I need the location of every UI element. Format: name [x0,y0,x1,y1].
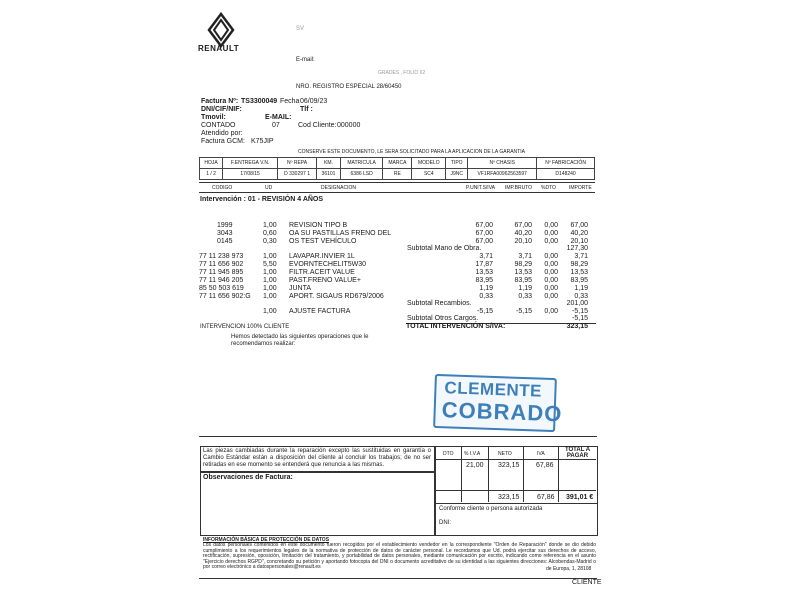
line-dto: 0,00 [544,293,558,300]
line-dto: 0,00 [544,308,558,315]
contado-label: CONTADO [201,122,236,129]
line-bruto: 1,19 [518,285,532,292]
observaciones-label: Observaciones de Factura: [203,474,293,481]
email-label: E-mail: [296,57,315,63]
line-importe: 83,95 [570,277,588,284]
line-ud: 1,00 [263,293,277,300]
line-ud: 0,30 [263,238,277,245]
factura-label: Factura Nº: [201,98,239,105]
address-fragment: GRADES , FOLIO 62 [378,70,426,76]
subtotal-recambios-value: 201,00 [566,300,588,307]
vehicle-cell: SC4 [412,169,446,180]
line-desc: OS TEST VEHÍCULO [289,238,357,245]
factura-number: TS3300049 [241,98,278,105]
col-ud: UD [265,185,273,191]
line-ud: 5,50 [263,261,277,268]
line-ud: 1,00 [263,253,277,260]
stamp-line2: COBRADO [441,397,563,427]
line-punit: 3,71 [479,253,493,260]
line-importe: 98,29 [570,261,588,268]
line-code: 77 11 238 973 [199,253,244,260]
line-desc: OA SU PASTILLAS FRENO DEL [289,230,392,237]
total-a-pagar: 391,01 € [566,494,594,501]
line-desc: APORT. SIGAUS RD679/2006 [289,293,384,300]
line-ud: 1,00 [263,285,277,292]
header-garbled: SV [296,26,305,32]
subtotal-recambios-label: Subtotal Recambios. [407,300,472,307]
line-punit: 67,00 [475,222,493,229]
vehicle-header-cell: Nº CHASIS [468,158,537,169]
stamp-line1: CLEMENTE [444,378,543,401]
conforme-label: Conforme cliente o persona autorizada [439,506,543,512]
line-punit: -5,15 [477,308,493,315]
neto-value: 323,15 [498,462,520,469]
tlf-label: Tlf : [300,106,313,113]
line-dto: 0,00 [544,222,558,229]
line-punit: 17,87 [475,261,493,268]
iva-percent: 21,00 [466,462,484,469]
line-punit: 1,19 [479,285,493,292]
line-bruto: 67,00 [514,222,532,229]
atendido-label: Atendido por: [201,130,243,137]
line-code: 3043 [217,230,233,237]
line-code: 0145 [217,238,233,245]
detected-note: Hemos detectado las siguientes operaciones que le recomendamos realizar: [231,334,369,347]
subtotal-otros-label: Subtotal Otros Cargos. [407,315,479,322]
vehicle-table-header [200,158,595,169]
totals-header-iva-pct: % I.V.A [464,451,481,457]
dni-label: DNI/CIF/NIF: [201,106,242,113]
iva-value: 67,86 [536,462,554,469]
line-bruto: 20,10 [514,238,532,245]
col-impbruto: IMP.BRUTO [505,185,533,191]
line-punit: 83,95 [475,277,493,284]
vehicle-header-cell: HOJA [200,158,223,169]
registry-number: NRO. REGISTRO ESPECIAL 28/60450 [296,84,402,90]
line-dto: 0,00 [544,238,558,245]
line-importe: 1,19 [574,285,588,292]
line-bruto: 0,33 [518,293,532,300]
line-code: 1999 [217,222,233,229]
contado-code: 07 [272,122,280,129]
line-punit: 0,33 [479,293,493,300]
vehicle-cell: J9NC [446,169,468,180]
line-code: 77 11 656 902:G [199,293,251,300]
line-bruto: 98,29 [514,261,532,268]
col-designacion: DESIGNACION [321,185,357,191]
col-codigo: CODIGO [212,185,233,191]
factura-gcm-label: Factura GCM: [201,138,245,145]
vehicle-header-cell: KM. [317,158,341,169]
line-desc: FILTR.ACEIT VALUE [289,269,355,276]
brand-name: RENAULT [198,44,240,53]
line-dto: 0,00 [544,261,558,268]
fecha-label: Fecha [280,98,300,105]
line-bruto: 3,71 [518,253,532,260]
line-desc: LAVAPAR.INVIER 1L [289,253,355,260]
vehicle-cell: RE [383,169,412,180]
vehicle-cell: VF1RFA00962563597 [468,169,537,180]
line-dto: 0,00 [544,230,558,237]
vehicle-header-cell: Nº REPA [278,158,317,169]
paid-stamp [433,374,563,432]
vehicle-header-cell: F.ENTREGA V.N. [223,158,278,169]
line-desc: EVORNTECHELIT5W30 [289,261,367,268]
total-intervencion-label: TOTAL INTERVENCIÓN S/IVA: [406,323,506,330]
line-ud: 1,00 [263,222,277,229]
line-code: 85 50 503 619 [199,285,244,292]
line-importe: 0,33 [574,293,588,300]
line-importe: 67,00 [570,222,588,229]
line-code: 77 11 656 902 [199,261,244,268]
line-code: 77 11 945 895 [199,269,244,276]
line-dto: 0,00 [544,285,558,292]
line-importe: 3,71 [574,253,588,260]
line-punit: 67,00 [475,238,493,245]
line-ud: 1,00 [263,308,277,315]
vehicle-header-cell: MODELO [412,158,446,169]
dni-signature-label: DNI: [439,520,451,526]
cod-cliente-label: Cod Cliente: [298,122,337,129]
line-importe: 40,20 [570,230,588,237]
line-desc: AJUSTE FACTURA [289,308,351,315]
fecha-value: 06/09/23 [300,98,328,105]
line-bruto: 40,20 [514,230,532,237]
intervencion-cliente: INTERVENCION 100% CLIENTE [200,324,290,330]
cod-cliente-value: 000000 [337,122,361,129]
vehicle-header-cell: TIPO [446,158,468,169]
proteccion-text: Los datos personales contenidos en este documento fueron recogidos por el establecimiento vendedor en la correspondiente "Orden de Reparación" donde se dio debido cumplimiento a los requerimientos legales de la normativa de protección de datos de carácter personal. Le recordamos que Ud. podrá ejercitar sus derechos de acceso, rectificación, supresión, oposición, limitación del tratamiento, y portabilidad de datos personales, mediante comunicación por escrito, indicando como referencia en el asunto "Ejercicio derechos RGPD", concretando su petición y aportando fotocopia del DNI o documento acreditativo de su identidad a las siguientes direcciones: Alcobendas-Madrid o por correo electrónico a datospersonales@renault.es [203,542,596,571]
totals-header-dto: DTO [443,451,454,457]
intervention-title: Intervención : 01 - REVISIÓN 4 AÑOS [200,196,324,203]
col-importe: IMPORTE [569,185,592,191]
vehicle-cell: 17/08/15 [223,169,278,180]
line-ud: 1,00 [263,269,277,276]
vehicle-cell: D148240 [537,169,595,180]
neto-total: 323,15 [498,494,520,501]
vehicle-header-cell: MATRICULA [340,158,382,169]
line-desc: JUNTA [289,285,312,292]
line-desc: REVISION TIPO B [289,222,348,229]
line-bruto: 13,53 [514,269,532,276]
total-intervencion-value: 323,15 [566,323,588,330]
col-dto: %DTO [541,185,556,191]
vehicle-cell: D 330297 1 [278,169,317,180]
line-ud: 1,00 [263,277,277,284]
vehicle-cell: 1 / 2 [200,169,223,180]
vehicle-cell: 6386 LSD [340,169,382,180]
subtotal-mano-label: Subtotal Mano de Obra. [407,245,482,252]
line-importe: -5,15 [572,308,588,315]
subtotal-otros-value: -5,15 [572,315,588,322]
totals-header-iva: IVA [537,451,545,457]
line-code: 77 11 946 205 [199,277,244,284]
vehicle-header-cell: MARCA [383,158,412,169]
tmovil-label: Tmovil: [201,114,226,121]
subtotal-mano-value: 127,30 [566,245,588,252]
address-end: de Europa, 1, 28108 [546,566,592,572]
line-importe: 13,53 [570,269,588,276]
line-dto: 0,00 [544,269,558,276]
col-punit: P.UNIT.S/IVA [466,185,495,191]
line-punit: 13,53 [475,269,493,276]
vehicle-header-cell: Nº FABRICACIÓN [537,158,595,169]
cliente-label: CLIENTE [572,579,602,586]
line-dto: 0,00 [544,253,558,260]
line-ud: 0,60 [263,230,277,237]
line-importe: 20,10 [570,238,588,245]
iva-total: 67,86 [537,494,555,501]
vehicle-cell: 36101 [317,169,341,180]
warranty-notice: CONSERVE ESTE DOCUMENTO, LE SERA SOLICITADO PARA LA APLICACION DE LA GARANTIA [298,149,525,155]
line-dto: 0,00 [544,277,558,284]
piezas-text: Las piezas cambiadas durante la reparación excepto las sustituidas en garantía o Cambio Estándar están a disposición del cliente al concluir los trabajos; de no ser retiradas en ese momento se entenderá que renuncia a las mismas. [203,448,431,468]
totals-header-total: TOTAL A PAGAR [564,447,591,459]
vehicle-table [199,157,595,180]
line-punit: 67,00 [475,230,493,237]
factura-gcm-value: K75JIP [251,138,274,145]
line-bruto: 83,95 [514,277,532,284]
line-bruto: -5,15 [516,308,532,315]
email-invoice-label: E-MAIL: [265,114,292,121]
observaciones-box [200,472,435,536]
line-desc: PAST.FRENO VALUE+ [289,277,361,284]
totals-header-neto: NETO [498,451,512,457]
vehicle-table-row [200,169,595,180]
proteccion-title: INFORMACIÓN BÁSICA DE PROTECCIÓN DE DATOS [203,537,330,543]
